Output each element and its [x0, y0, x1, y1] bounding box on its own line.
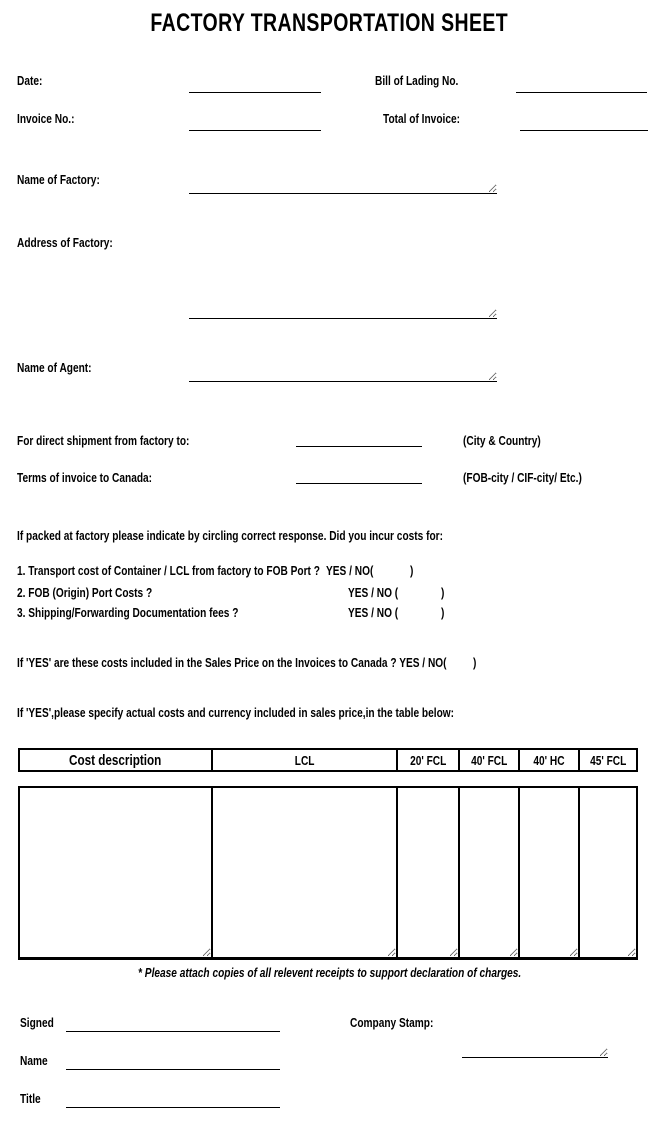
question-2-text: 2. FOB (Origin) Port Costs ? — [17, 585, 153, 600]
name-of-agent-textarea[interactable] — [189, 358, 497, 382]
question-2-close-paren: ) — [441, 585, 445, 600]
question-2-yesno: YES / NO ( — [348, 585, 399, 600]
page-title: FACTORY TRANSPORTATION SHEET — [150, 9, 509, 37]
address-of-factory-label: Address of Factory: — [17, 235, 113, 250]
receipts-note: * Please attach copies of all relevent receipts to support declaration of charges. — [137, 965, 522, 980]
body-cell-40-fcl — [460, 788, 520, 957]
bill-of-lading-input[interactable] — [516, 73, 647, 93]
name-of-agent-label: Name of Agent: — [17, 360, 92, 375]
invoice-no-label: Invoice No.: — [17, 111, 75, 126]
header-cell-20-fcl: 20' FCL — [398, 750, 460, 770]
included-question-text: If 'YES' are these costs included in the Sales Price on the Invoices to Canada ? — [17, 655, 397, 670]
body-cell-20-fcl — [398, 788, 460, 957]
body-cell-cost-description — [20, 788, 213, 957]
included-question-yesno: YES / NO( — [399, 655, 447, 670]
date-input[interactable] — [189, 73, 321, 93]
city-country-hint: (City & Country) — [463, 433, 541, 448]
direct-shipment-label: For direct shipment from factory to: — [17, 433, 190, 448]
body-cell-40-hc — [520, 788, 580, 957]
header-cell-45-fcl: 45' FCL — [589, 752, 627, 768]
header-cell-40-fcl: 40' FCL — [460, 750, 520, 770]
address-of-factory-textarea[interactable] — [189, 234, 497, 319]
lcl-textarea[interactable] — [213, 788, 396, 957]
name-label: Name — [20, 1053, 48, 1068]
question-1-yesno: YES / NO( — [326, 563, 374, 578]
question-3-text: 3. Shipping/Forwarding Documentation fees ? — [17, 605, 239, 620]
name-of-factory-textarea[interactable] — [189, 170, 497, 194]
name-input[interactable] — [66, 1050, 280, 1070]
company-stamp-label: Company Stamp: — [350, 1015, 434, 1030]
header-cell-40-hc: 40' HC — [520, 750, 580, 770]
cost-description-textarea[interactable] — [20, 788, 211, 957]
cost-table-body — [18, 786, 638, 960]
20-fcl-textarea[interactable] — [398, 788, 458, 957]
direct-shipment-input[interactable] — [296, 427, 422, 447]
company-stamp-textarea[interactable] — [462, 1032, 608, 1058]
question-1-text: 1. Transport cost of Container / LCL from factory to FOB Port ? — [17, 563, 320, 578]
40-hc-textarea[interactable] — [520, 788, 578, 957]
name-of-factory-label: Name of Factory: — [17, 172, 100, 187]
question-3-close-paren: ) — [441, 605, 445, 620]
title-label: Title — [20, 1091, 41, 1106]
bill-of-lading-label: Bill of Lading No. — [375, 73, 459, 88]
date-label: Date: — [17, 73, 43, 88]
included-question-close-paren: ) — [473, 655, 477, 670]
body-cell-45-fcl — [580, 788, 636, 957]
40-fcl-textarea[interactable] — [460, 788, 518, 957]
signed-input[interactable] — [66, 1012, 280, 1032]
specify-costs-text: If 'YES',please specify actual costs and currency included in sales price,in the table below: — [17, 705, 455, 720]
invoice-no-input[interactable] — [189, 111, 321, 131]
title-input[interactable] — [66, 1088, 280, 1108]
body-cell-lcl — [213, 788, 398, 957]
total-of-invoice-input[interactable] — [520, 111, 648, 131]
question-1-close-paren: ) — [410, 563, 414, 578]
terms-of-invoice-input[interactable] — [296, 464, 422, 484]
terms-hint: (FOB-city / CIF-city/ Etc.) — [463, 470, 582, 485]
header-cell-lcl: LCL — [213, 750, 398, 770]
cost-table-header — [18, 748, 638, 772]
question-3-yesno: YES / NO ( — [348, 605, 399, 620]
45-fcl-textarea[interactable] — [580, 788, 636, 957]
packed-intro-text: If packed at factory please indicate by circling correct response. Did you incur costs for: — [17, 528, 444, 543]
total-of-invoice-label: Total of Invoice: — [383, 111, 461, 126]
terms-of-invoice-label: Terms of invoice to Canada: — [17, 470, 153, 485]
header-cell-cost-description: Cost description — [20, 750, 213, 770]
signed-label: Signed — [20, 1015, 54, 1030]
included-question-line — [17, 655, 447, 670]
